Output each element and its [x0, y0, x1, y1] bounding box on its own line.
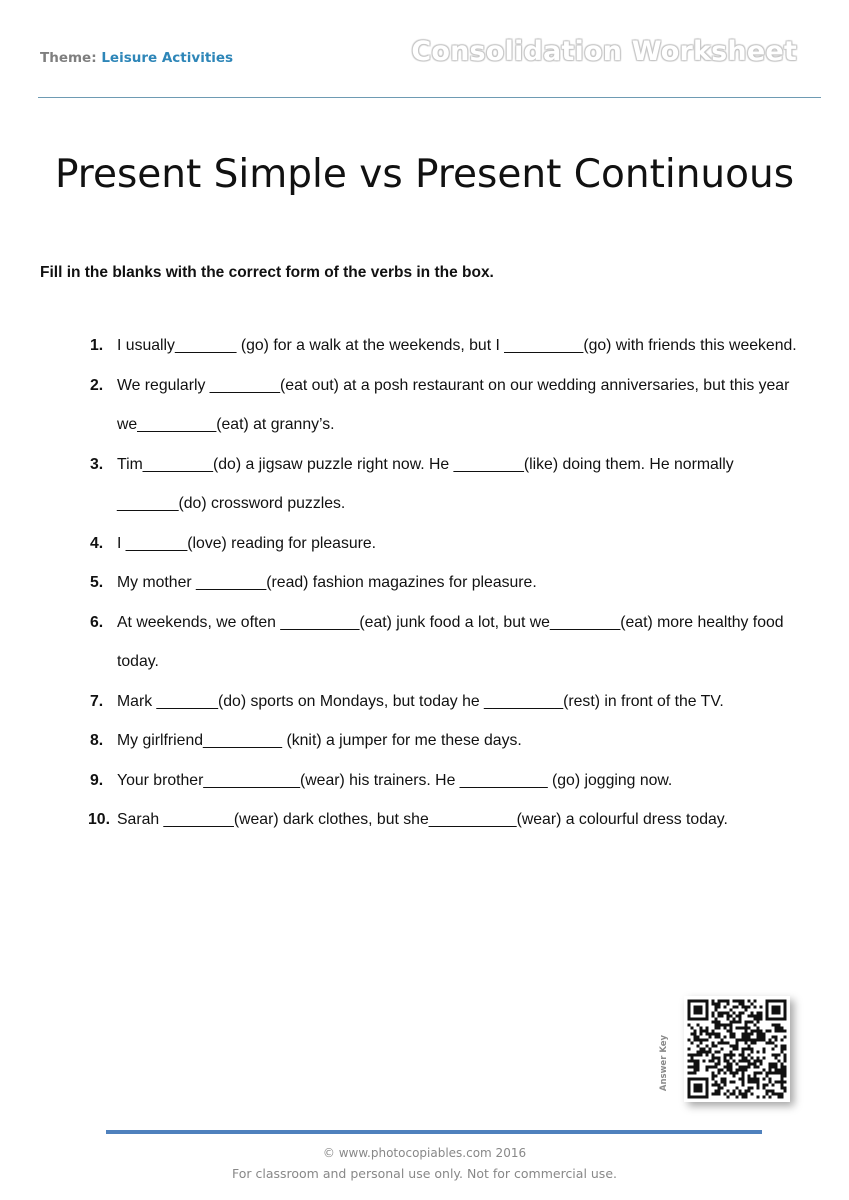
item-text: Tim________(do) a jigsaw puzzle right now. He ________(like) doing them. He normally _______(do) crossword puzzles.	[117, 455, 734, 512]
item-text: My girlfriend_________ (knit) a jumper for me these days.	[117, 732, 522, 749]
item-text: We regularly ________(eat out) at a posh restaurant on our wedding anniversaries, but this year we_________(eat) at granny’s.	[117, 376, 790, 433]
exercise-item-1	[90, 326, 820, 366]
exercise-item-5	[90, 563, 820, 603]
item-text: I usually_______ (go) for a walk at the weekends, but I _________(go) with friends this weekend.	[117, 337, 797, 354]
theme-value: Leisure Activities	[101, 50, 234, 66]
exercise-instruction: Fill in the blanks with the correct form of the verbs in the box.	[40, 264, 494, 281]
item-number: 7.	[90, 692, 104, 710]
item-number: 2.	[90, 376, 104, 394]
answer-key-label: Answer Key	[659, 1034, 669, 1092]
item-text: Your brother___________(wear) his trainers. He __________ (go) jogging now.	[117, 771, 673, 789]
exercise-item-2	[90, 366, 820, 445]
exercise-item-7	[90, 682, 820, 722]
item-number: 8.	[90, 732, 104, 749]
worksheet-type-label: Consolidation Worksheet	[411, 36, 797, 67]
exercise-item-10	[90, 800, 820, 840]
theme-header	[40, 50, 233, 66]
theme-label: Theme:	[40, 50, 97, 66]
item-number: 6.	[90, 613, 104, 631]
qr-code-icon[interactable]	[684, 996, 790, 1102]
footer-divider	[106, 1130, 762, 1134]
item-number: 3.	[90, 455, 104, 473]
footer-usage-note: For classroom and personal use only. Not for commercial use.	[231, 1166, 617, 1181]
exercise-item-6	[90, 603, 820, 682]
exercise-list	[90, 326, 820, 840]
qr-code-graphic	[684, 996, 790, 1102]
exercise-item-8	[90, 721, 820, 761]
header-divider	[38, 97, 821, 98]
exercise-item-4	[90, 524, 820, 564]
item-text: At weekends, we often _________(eat) junk food a lot, but we________(eat) more healthy food today.	[117, 613, 784, 670]
page-title: Present Simple vs Present Continuous	[54, 152, 795, 197]
exercise-item-9	[90, 761, 820, 801]
item-text: I _______(love) reading for pleasure.	[117, 534, 377, 552]
item-text: Mark _______(do) sports on Mondays, but today he _________(rest) in front of the TV.	[117, 692, 724, 710]
item-number: 5.	[90, 574, 104, 591]
item-number: 10.	[88, 811, 110, 828]
exercise-item-3	[90, 445, 820, 524]
item-number: 4.	[90, 534, 104, 552]
item-text: Sarah ________(wear) dark clothes, but she__________(wear) a colourful dress today.	[117, 811, 728, 828]
item-text: My mother ________(read) fashion magazines for pleasure.	[117, 574, 537, 591]
item-number: 1.	[90, 337, 104, 354]
item-number: 9.	[90, 771, 104, 789]
footer-copyright: © www.photocopiables.com 2016	[322, 1146, 527, 1160]
